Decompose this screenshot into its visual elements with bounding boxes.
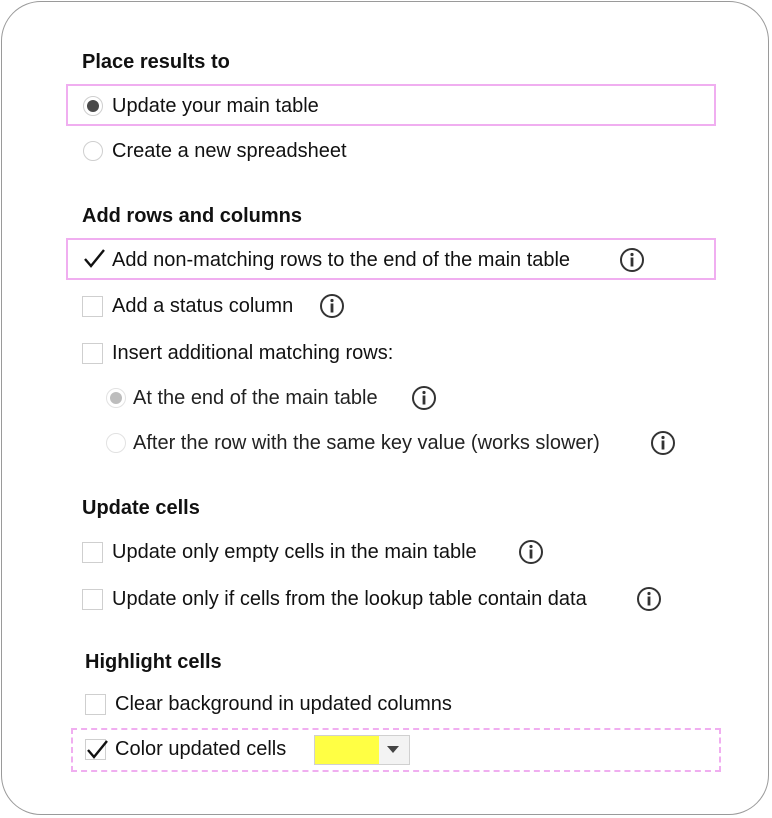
checkbox-color-updated-cells[interactable] bbox=[85, 739, 106, 760]
info-icon[interactable] bbox=[636, 586, 662, 612]
add-rows-heading: Add rows and columns bbox=[82, 205, 303, 227]
checkbox-label-insert-matching-rows[interactable]: Insert additional matching rows: bbox=[112, 342, 394, 364]
color-picker[interactable] bbox=[314, 735, 410, 765]
checkbox-add-status-column[interactable] bbox=[82, 296, 103, 317]
info-icon[interactable] bbox=[411, 385, 437, 411]
checkbox-label-color-updated-cells[interactable]: Color updated cells bbox=[115, 738, 287, 760]
radio-selected-dot bbox=[87, 100, 99, 112]
highlight-cells-heading: Highlight cells bbox=[85, 651, 222, 673]
checkbox-update-only-if-data[interactable] bbox=[82, 589, 103, 610]
info-icon[interactable] bbox=[319, 293, 345, 319]
radio-after-row-same-key[interactable] bbox=[106, 433, 126, 453]
chevron-down-icon[interactable] bbox=[387, 746, 399, 753]
radio-label-at-end-of-main-table[interactable]: At the end of the main table bbox=[133, 387, 378, 409]
radio-update-main-table[interactable] bbox=[83, 96, 103, 116]
place-results-heading: Place results to bbox=[82, 51, 230, 73]
info-icon[interactable] bbox=[650, 430, 676, 456]
radio-label-after-row-same-key[interactable]: After the row with the same key value (works slower) bbox=[133, 432, 600, 454]
checkbox-update-only-empty[interactable] bbox=[82, 542, 103, 563]
radio-label-update-main-table[interactable]: Update your main table bbox=[112, 95, 319, 117]
radio-at-end-of-main-table[interactable] bbox=[106, 388, 126, 408]
info-icon[interactable] bbox=[518, 539, 544, 565]
checkbox-label-add-status-column[interactable]: Add a status column bbox=[112, 295, 294, 317]
checkmark-icon bbox=[82, 246, 108, 272]
update-cells-heading: Update cells bbox=[82, 497, 200, 519]
radio-selected-dot bbox=[110, 392, 122, 404]
checkbox-label-update-only-empty[interactable]: Update only empty cells in the main table bbox=[112, 541, 477, 563]
color-swatch bbox=[315, 736, 379, 764]
checkbox-clear-background[interactable] bbox=[85, 694, 106, 715]
checkmark-icon bbox=[85, 737, 111, 763]
checkbox-label-clear-background[interactable]: Clear background in updated columns bbox=[115, 693, 452, 715]
radio-create-new-spreadsheet[interactable] bbox=[83, 141, 103, 161]
checkbox-label-update-only-if-data[interactable]: Update only if cells from the lookup table contain data bbox=[112, 588, 587, 610]
checkbox-add-nonmatching-rows[interactable] bbox=[82, 248, 103, 269]
checkbox-insert-matching-rows[interactable] bbox=[82, 343, 103, 364]
radio-label-create-new-spreadsheet[interactable]: Create a new spreadsheet bbox=[112, 140, 347, 162]
checkbox-label-add-nonmatching-rows[interactable]: Add non-matching rows to the end of the main table bbox=[112, 249, 571, 271]
info-icon[interactable] bbox=[619, 247, 645, 273]
